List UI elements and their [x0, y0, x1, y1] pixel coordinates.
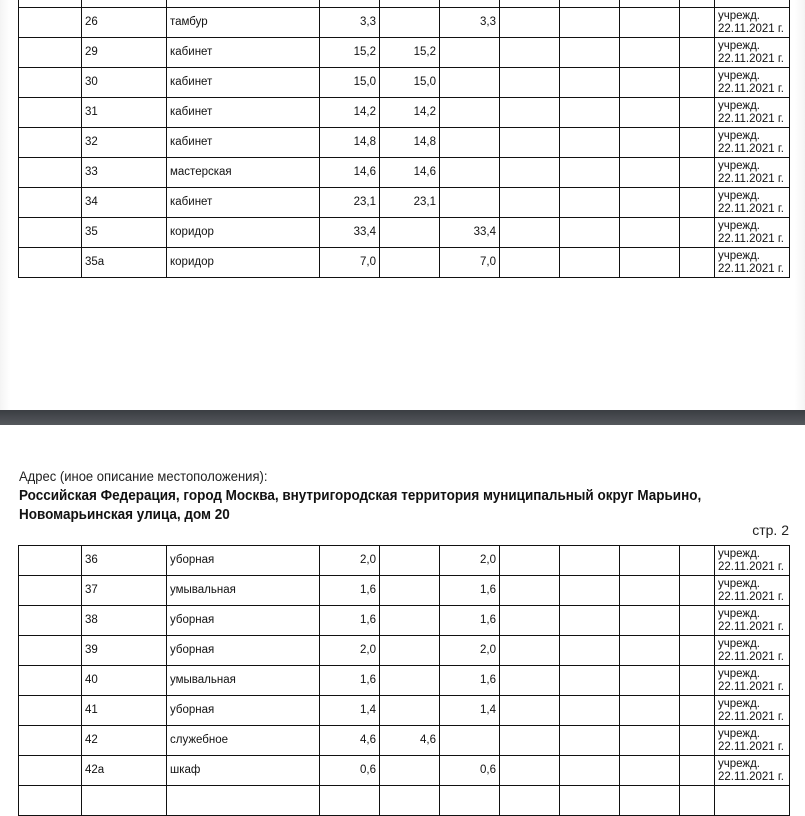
cell-col7	[500, 248, 560, 278]
cell-col1	[19, 128, 82, 158]
table-row	[19, 666, 790, 696]
page-number: стр. 2	[752, 522, 789, 538]
cell-area-total: 7,0	[320, 248, 380, 278]
cell-room-name: кабинет	[167, 98, 320, 128]
cell-col7	[500, 0, 560, 8]
cell-col8	[560, 636, 620, 666]
cell-col8	[560, 756, 620, 786]
cell-area-main	[380, 576, 440, 606]
cell-col1	[19, 38, 82, 68]
status-date: 22.11.2021 г.	[718, 620, 784, 633]
status-date: 22.11.2021 г.	[718, 590, 784, 603]
cell-status	[715, 696, 790, 726]
cell-col8	[560, 218, 620, 248]
cell-col7	[500, 98, 560, 128]
status-date: 22.11.2021 г.	[718, 650, 784, 663]
cell-area-aux: 0,6	[440, 756, 500, 786]
cell-col7	[500, 128, 560, 158]
cell-area-main	[380, 636, 440, 666]
cell-area-main	[380, 756, 440, 786]
cell-col7	[500, 576, 560, 606]
cell-area-total: 1,6	[320, 666, 380, 696]
table-row	[19, 606, 790, 636]
status-type: учрежд.	[718, 99, 761, 112]
cell-col1	[19, 756, 82, 786]
cell-area-total: 1,6	[320, 576, 380, 606]
cell-area-aux: 1,6	[440, 666, 500, 696]
status-type: учрежд.	[718, 249, 761, 262]
status-type: учрежд.	[718, 129, 761, 142]
cell-room-number: 31	[82, 98, 167, 128]
table-row	[19, 0, 790, 8]
status-date: 22.11.2021 г.	[718, 22, 784, 35]
cell-col8	[560, 576, 620, 606]
table-row	[19, 726, 790, 756]
cell-col1	[19, 636, 82, 666]
cell-col9	[620, 218, 680, 248]
cell-col8	[560, 188, 620, 218]
status-date: 22.11.2021 г.	[718, 232, 784, 245]
cell-room-name: тамбур	[167, 8, 320, 38]
cell-col1	[19, 666, 82, 696]
status-date: 22.11.2021 г.	[718, 202, 784, 215]
cell-col10	[680, 546, 715, 576]
status-type: учрежд.	[718, 219, 761, 232]
cell-col7	[500, 218, 560, 248]
cell-room-number: 39	[82, 636, 167, 666]
cell-room-number: 40	[82, 666, 167, 696]
cell-area-total: 14,2	[320, 98, 380, 128]
cell-area-total: 3,3	[320, 8, 380, 38]
cell-col1	[19, 546, 82, 576]
table-row	[19, 218, 790, 248]
cell-col10	[680, 576, 715, 606]
cell-col9	[620, 8, 680, 38]
table-row	[19, 786, 790, 816]
table-row	[19, 98, 790, 128]
table-row	[19, 38, 790, 68]
cell-area-aux	[440, 68, 500, 98]
cell-area-aux: 3,3	[440, 8, 500, 38]
cell-col1	[19, 188, 82, 218]
cell-area-main	[380, 8, 440, 38]
cell-col8	[560, 606, 620, 636]
status-type: учрежд.	[718, 39, 761, 52]
cell-col10	[680, 98, 715, 128]
cell-area-main: 14,8	[380, 128, 440, 158]
cell-room-name: коридор	[167, 218, 320, 248]
cell-area-aux: 7,0	[440, 248, 500, 278]
cell-col9	[620, 576, 680, 606]
cell-status	[715, 576, 790, 606]
cell-col1	[19, 8, 82, 38]
table-row	[19, 576, 790, 606]
cell-col10	[680, 8, 715, 38]
cell-col7	[500, 606, 560, 636]
status-type: учрежд.	[718, 159, 761, 172]
cell-col1	[19, 68, 82, 98]
cell-col9	[620, 546, 680, 576]
status-date: 22.11.2021 г.	[718, 52, 784, 65]
cell-room-number: 35	[82, 218, 167, 248]
cell-room-name: кабинет	[167, 188, 320, 218]
cell-status	[715, 158, 790, 188]
cell-status	[715, 68, 790, 98]
cell-col10	[680, 68, 715, 98]
cell-area-total: 2,0	[320, 546, 380, 576]
cell-area-total	[320, 0, 380, 8]
cell-room-number: 36	[82, 546, 167, 576]
cell-area-main	[380, 666, 440, 696]
cell-status	[715, 218, 790, 248]
cell-col9	[620, 68, 680, 98]
cell-col8	[560, 696, 620, 726]
address-value: Российская Федерация, город Москва, внутригородская территория муниципальный округ Марьино, Новомарьинская улица, дом 20	[19, 488, 702, 523]
status-type: учрежд.	[718, 69, 761, 82]
cell-col1	[19, 0, 82, 8]
page-separator	[0, 410, 805, 425]
cell-area-aux	[440, 726, 500, 756]
cell-col8	[560, 666, 620, 696]
status-date: 22.11.2021 г.	[718, 710, 784, 723]
cell-room-name	[167, 786, 320, 816]
status-type: учрежд.	[718, 667, 761, 680]
cell-status	[715, 786, 790, 816]
cell-col1	[19, 576, 82, 606]
cell-col9	[620, 158, 680, 188]
cell-area-main: 4,6	[380, 726, 440, 756]
cell-area-main	[380, 0, 440, 8]
cell-col7	[500, 726, 560, 756]
cell-col8	[560, 546, 620, 576]
cell-col8	[560, 0, 620, 8]
cell-col9	[620, 726, 680, 756]
cell-area-main	[380, 218, 440, 248]
status-type: учрежд.	[718, 547, 761, 560]
cell-area-total: 4,6	[320, 726, 380, 756]
cell-col7	[500, 8, 560, 38]
cell-col10	[680, 188, 715, 218]
cell-status	[715, 546, 790, 576]
cell-area-aux	[440, 0, 500, 8]
cell-room-number: 37	[82, 576, 167, 606]
cell-col8	[560, 98, 620, 128]
status-type: учрежд.	[718, 637, 761, 650]
cell-area-aux: 1,6	[440, 576, 500, 606]
table-row	[19, 248, 790, 278]
cell-area-main	[380, 606, 440, 636]
cell-col9	[620, 696, 680, 726]
cell-room-name: кабинет	[167, 38, 320, 68]
cell-room-number: 26	[82, 8, 167, 38]
table-row	[19, 188, 790, 218]
cell-room-name: служебное	[167, 726, 320, 756]
cell-area-total	[320, 786, 380, 816]
cell-area-aux: 2,0	[440, 636, 500, 666]
cell-room-number: 30	[82, 68, 167, 98]
cell-room-number: 29	[82, 38, 167, 68]
cell-area-main	[380, 786, 440, 816]
cell-col7	[500, 38, 560, 68]
cell-area-aux	[440, 38, 500, 68]
cell-room-name: умывальная	[167, 666, 320, 696]
cell-col9	[620, 188, 680, 218]
cell-room-name: уборная	[167, 636, 320, 666]
cell-col10	[680, 666, 715, 696]
cell-area-aux	[440, 786, 500, 816]
cell-area-total: 14,6	[320, 158, 380, 188]
cell-status	[715, 248, 790, 278]
cell-col10	[680, 0, 715, 8]
cell-area-aux: 2,0	[440, 546, 500, 576]
cell-area-aux	[440, 128, 500, 158]
cell-room-number: 42а	[82, 756, 167, 786]
cell-col10	[680, 726, 715, 756]
cell-status	[715, 0, 790, 8]
cell-room-name: кабинет	[167, 128, 320, 158]
cell-area-main: 14,2	[380, 98, 440, 128]
cell-col10	[680, 636, 715, 666]
cell-status	[715, 38, 790, 68]
status-type: учрежд.	[718, 697, 761, 710]
status-date: 22.11.2021 г.	[718, 262, 784, 275]
cell-col10	[680, 38, 715, 68]
cell-room-name: уборная	[167, 546, 320, 576]
status-date: 22.11.2021 г.	[718, 172, 784, 185]
cell-col9	[620, 786, 680, 816]
cell-col9	[620, 98, 680, 128]
cell-col9	[620, 38, 680, 68]
cell-col1	[19, 696, 82, 726]
cell-status	[715, 756, 790, 786]
cell-area-main	[380, 248, 440, 278]
rooms-table-page-1	[18, 0, 790, 278]
cell-col8	[560, 8, 620, 38]
table-row	[19, 68, 790, 98]
cell-col9	[620, 756, 680, 786]
cell-room-name: кабинет	[167, 68, 320, 98]
cell-status	[715, 8, 790, 38]
address-label: Адрес (иное описание местоположения):	[19, 468, 268, 484]
status-type: учрежд.	[718, 727, 761, 740]
cell-col1	[19, 218, 82, 248]
cell-col7	[500, 68, 560, 98]
cell-area-main: 23,1	[380, 188, 440, 218]
cell-col10	[680, 756, 715, 786]
cell-col7	[500, 546, 560, 576]
cell-area-total: 15,2	[320, 38, 380, 68]
cell-status	[715, 726, 790, 756]
cell-col9	[620, 666, 680, 696]
cell-area-aux: 33,4	[440, 218, 500, 248]
cell-room-number	[82, 0, 167, 8]
cell-status	[715, 98, 790, 128]
table-row	[19, 756, 790, 786]
table-body	[19, 546, 790, 816]
cell-col1	[19, 786, 82, 816]
cell-col8	[560, 726, 620, 756]
cell-col9	[620, 636, 680, 666]
cell-room-number: 32	[82, 128, 167, 158]
cell-room-number: 35а	[82, 248, 167, 278]
cell-area-total: 0,6	[320, 756, 380, 786]
status-date: 22.11.2021 г.	[718, 770, 784, 783]
status-date: 22.11.2021 г.	[718, 680, 784, 693]
status-date: 22.11.2021 г.	[718, 82, 784, 95]
status-date: 22.11.2021 г.	[718, 560, 784, 573]
cell-col7	[500, 666, 560, 696]
cell-col7	[500, 636, 560, 666]
cell-col8	[560, 158, 620, 188]
cell-col10	[680, 158, 715, 188]
cell-area-main	[380, 546, 440, 576]
cell-area-main: 15,2	[380, 38, 440, 68]
cell-room-name: умывальная	[167, 576, 320, 606]
cell-col8	[560, 68, 620, 98]
status-type: учрежд.	[718, 189, 761, 202]
cell-col10	[680, 218, 715, 248]
cell-status	[715, 188, 790, 218]
cell-status	[715, 636, 790, 666]
table-row	[19, 636, 790, 666]
cell-col9	[620, 606, 680, 636]
cell-area-aux: 1,4	[440, 696, 500, 726]
cell-col7	[500, 158, 560, 188]
cell-area-aux	[440, 98, 500, 128]
status-type: учрежд.	[718, 9, 761, 22]
cell-area-main: 15,0	[380, 68, 440, 98]
cell-col1	[19, 606, 82, 636]
cell-room-number: 42	[82, 726, 167, 756]
cell-col10	[680, 696, 715, 726]
cell-area-main	[380, 696, 440, 726]
cell-room-name: шкаф	[167, 756, 320, 786]
cell-col7	[500, 696, 560, 726]
cell-area-aux: 1,6	[440, 606, 500, 636]
status-type: учрежд.	[718, 757, 761, 770]
cell-col8	[560, 786, 620, 816]
cell-area-total: 2,0	[320, 636, 380, 666]
cell-area-aux	[440, 188, 500, 218]
status-type: учрежд.	[718, 607, 761, 620]
table-row	[19, 546, 790, 576]
cell-status	[715, 606, 790, 636]
cell-room-name: уборная	[167, 696, 320, 726]
cell-col8	[560, 38, 620, 68]
cell-room-name	[167, 0, 320, 8]
cell-room-number: 34	[82, 188, 167, 218]
cell-col8	[560, 128, 620, 158]
cell-area-total: 1,6	[320, 606, 380, 636]
document-page-2	[0, 425, 805, 788]
status-type: учрежд.	[718, 577, 761, 590]
rooms-table-page-2	[18, 545, 790, 816]
cell-room-name: коридор	[167, 248, 320, 278]
cell-col9	[620, 128, 680, 158]
cell-col1	[19, 98, 82, 128]
cell-col1	[19, 726, 82, 756]
cell-room-number: 38	[82, 606, 167, 636]
cell-col10	[680, 606, 715, 636]
cell-col1	[19, 158, 82, 188]
cell-area-total: 14,8	[320, 128, 380, 158]
cell-status	[715, 128, 790, 158]
cell-room-number	[82, 786, 167, 816]
cell-area-total: 1,4	[320, 696, 380, 726]
cell-col7	[500, 188, 560, 218]
cell-status	[715, 666, 790, 696]
cell-area-total: 23,1	[320, 188, 380, 218]
cell-area-aux	[440, 158, 500, 188]
cell-col10	[680, 128, 715, 158]
cell-area-total: 15,0	[320, 68, 380, 98]
status-date: 22.11.2021 г.	[718, 112, 784, 125]
cell-col1	[19, 248, 82, 278]
status-date: 22.11.2021 г.	[718, 740, 784, 753]
cell-col9	[620, 0, 680, 8]
table-row	[19, 158, 790, 188]
cell-room-number: 33	[82, 158, 167, 188]
cell-room-number: 41	[82, 696, 167, 726]
cell-col7	[500, 756, 560, 786]
cell-col10	[680, 786, 715, 816]
table-body	[19, 0, 790, 278]
cell-room-name: мастерская	[167, 158, 320, 188]
table-row	[19, 8, 790, 38]
cell-room-name: уборная	[167, 606, 320, 636]
cell-area-main: 14,6	[380, 158, 440, 188]
cell-col10	[680, 248, 715, 278]
cell-area-total: 33,4	[320, 218, 380, 248]
status-date: 22.11.2021 г.	[718, 142, 784, 155]
table-row	[19, 696, 790, 726]
cell-col8	[560, 248, 620, 278]
cell-col9	[620, 248, 680, 278]
table-row	[19, 128, 790, 158]
cell-col7	[500, 786, 560, 816]
